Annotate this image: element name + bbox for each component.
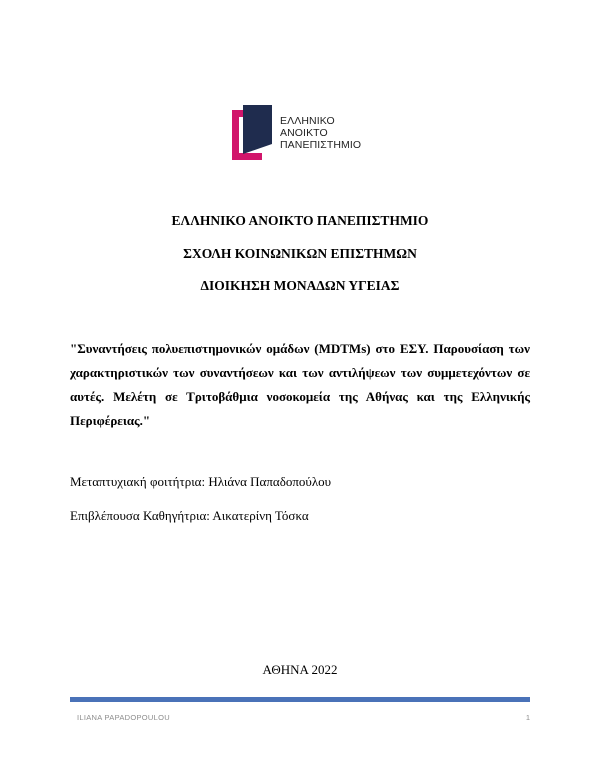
city-year: ΑΘΗΝΑ 2022 bbox=[262, 662, 338, 677]
university-name: ΕΛΛΗΝΙΚΟ ΑΝΟΙΚΤΟ ΠΑΝΕΠΙΣΤΗΜΙΟ bbox=[171, 213, 429, 228]
student-line: Μεταπτυχιακή φοιτήτρια: Ηλιάνα Παπαδοπούλου bbox=[70, 474, 332, 489]
logo-line-2: ΑΝΟΙΚΤΟ bbox=[280, 127, 328, 139]
school-name: ΣΧΟΛΗ ΚΟΙΝΩΝΙΚΩΝ ΕΠΙΣΤΗΜΩΝ bbox=[183, 246, 417, 261]
footer-page-number: 1 bbox=[525, 713, 530, 722]
footer-rule bbox=[70, 697, 530, 702]
university-logo-text bbox=[280, 115, 361, 151]
university-logo-icon bbox=[232, 104, 272, 160]
footer-author: ILIANA PAPADOPOULOU bbox=[77, 713, 170, 722]
university-logo bbox=[232, 104, 372, 160]
logo-line-3: ΠΑΝΕΠΙΣΤΗΜΙΟ bbox=[280, 139, 362, 151]
program-name: ΔΙΟΙΚΗΣΗ ΜΟΝΑΔΩΝ ΥΓΕΙΑΣ bbox=[200, 278, 400, 293]
logo-line-1: ΕΛΛΗΝΙΚΟ bbox=[280, 115, 335, 127]
thesis-title: "Συναντήσεις πολυεπιστημονικών ομάδων (MDTMs) στο ΕΣΥ. Παρουσίαση των χαρακτηριστικών των συναντήσεων και των αντιλήψεων των συμμετεχόντων σε αυτές. Μελέτη σε Τριτοβάθμια νοσοκομεία της Αθήνας και της Ελληνικής Περιφέρειας." bbox=[70, 341, 530, 428]
supervisor-line: Επιβλέπουσα Καθηγήτρια: Αικατερίνη Τόσκα bbox=[70, 508, 309, 523]
